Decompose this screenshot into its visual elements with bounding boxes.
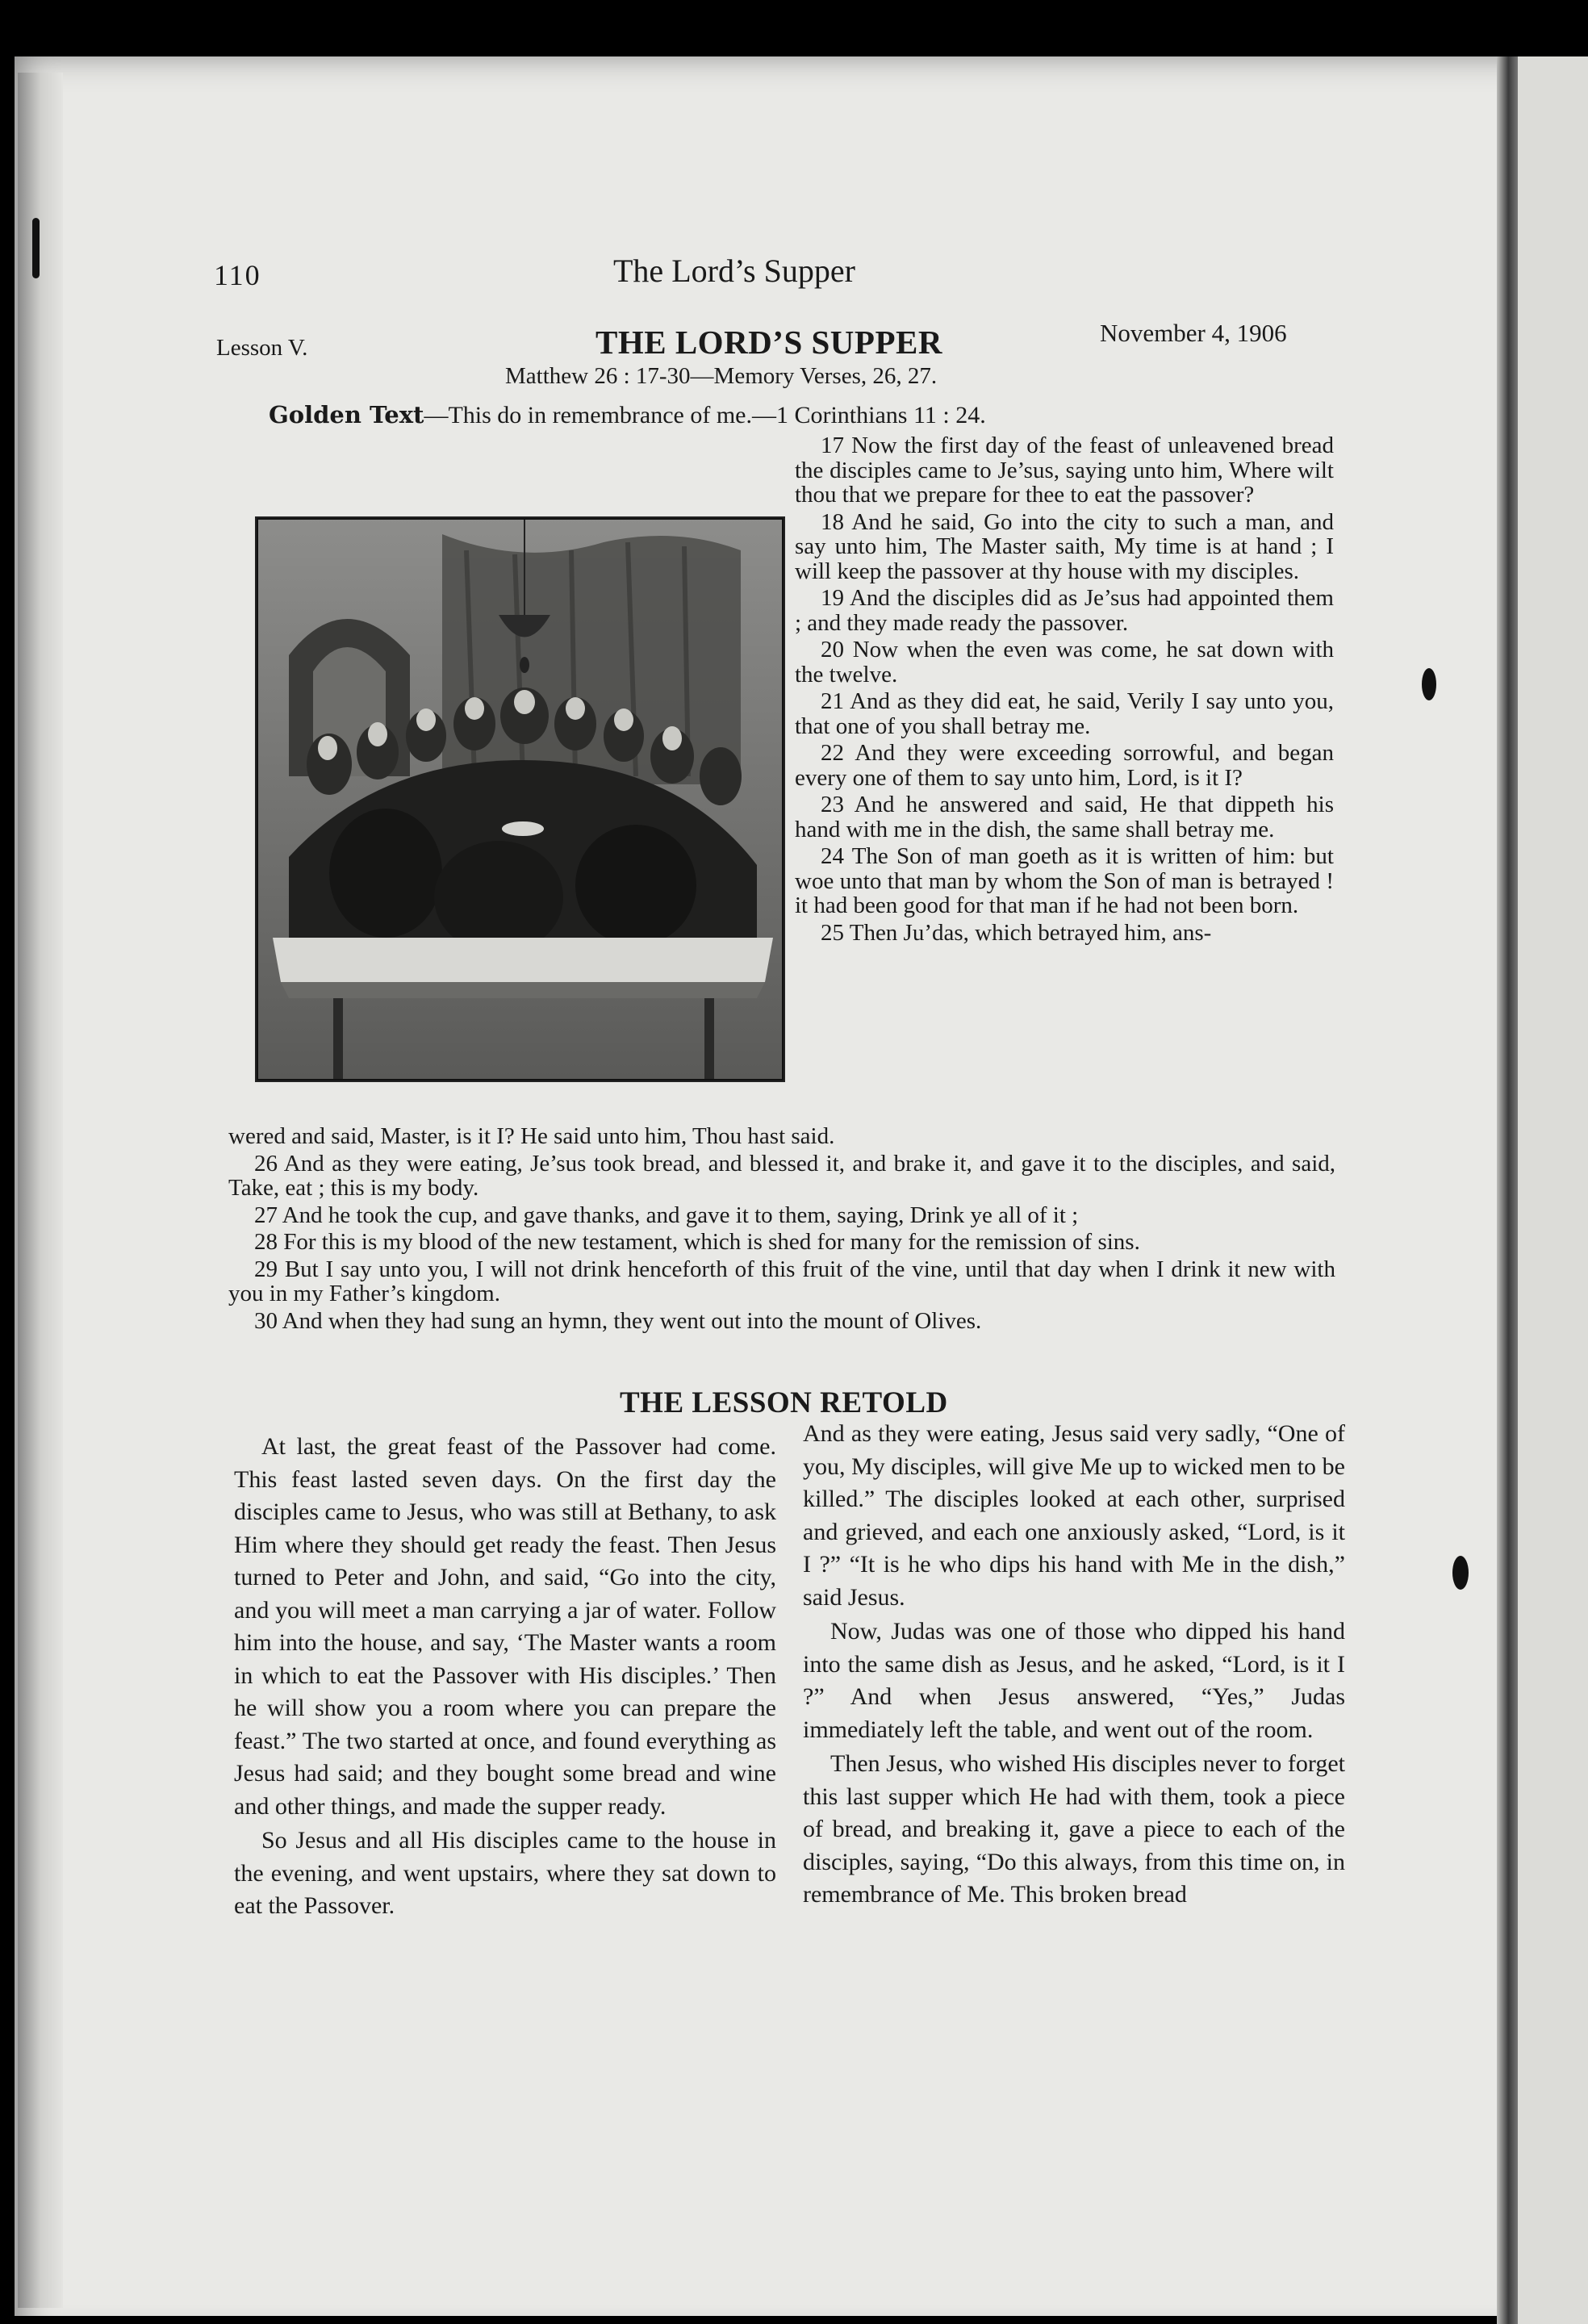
golden-text xyxy=(269,401,986,429)
lesson-date: November 4, 1906 xyxy=(1100,319,1287,347)
scripture-verses-column xyxy=(795,433,1334,947)
page-gutter xyxy=(18,73,63,2308)
lesson-retold-heading: THE LESSON RETOLD xyxy=(620,1386,948,1419)
last-supper-illustration xyxy=(255,516,785,1082)
binding-hole xyxy=(1422,668,1436,700)
lesson-number: Lesson V. xyxy=(216,335,308,361)
page-number: 110 xyxy=(214,259,261,291)
retold-paragraph: Now, Judas was one of those who dipped his hand into the same dish as Jesus, and he asked, “Lord, is it I ?” And when Jesus answered, “Yes,” Judas immediately left the table, and went out of the room. xyxy=(803,1618,1345,1743)
golden-text-label: Golden Text xyxy=(269,401,424,428)
verse-27: 27 And he took the cup, and gave thanks, and gave it to them, saying, Drink ye all of it ; xyxy=(254,1202,1079,1228)
lesson-title: THE LORD’S SUPPER xyxy=(596,324,942,361)
retold-paragraph: And as they were eating, Jesus said very sadly, “One of you, My disciples, will give Me up to wicked men to be killed.” The disciples looked at each other, surprised and grieved, and each one anxiously asked, “Lord, is it I ?” “It is he who dips his hand with Me in the dish,” said Jesus. xyxy=(803,1420,1345,1611)
last-supper-engraving xyxy=(257,518,784,1080)
verse-22: 22 And they were exceeding sorrowful, and began every one of them to say unto him, Lord, is it I? xyxy=(795,740,1334,791)
golden-text-body: —This do in remembrance of me.—1 Corinthians 11 : 24. xyxy=(424,402,986,428)
retold-right-column xyxy=(803,1418,1345,1913)
verse-25: 25 Then Ju’das, which betrayed him, ans- xyxy=(821,919,1212,946)
verse-20: 20 Now when the even was come, he sat down with the twelve. xyxy=(795,637,1334,688)
verse-30: 30 And when they had sung an hymn, they went out into the mount of Olives. xyxy=(254,1307,982,1334)
verse-29: 29 But I say unto you, I will not drink henceforth of this fruit of the vine, until that day when I drink it new with you in my Father’s kingdom. xyxy=(228,1256,1335,1306)
verse-26: 26 And as they were eating, Je’sus took bread, and blessed it, and brake it, and gave it to the disciples, and said, Take, eat ; this is my body. xyxy=(228,1150,1335,1201)
verse-21: 21 And as they did eat, he said, Verily I say unto you, that one of you shall betray me. xyxy=(795,688,1334,739)
retold-paragraph: Then Jesus, who wished His disciples never to forget this last supper which He had with them, took a piece of bread, and breaking it, gave a piece to each of the disciples, saying, “Do this always, from this time on, in remembrance of Me. This broken bread xyxy=(803,1750,1345,1908)
verse-19: 19 And the disciples did as Je’sus had appointed them ; and they made ready the passover. xyxy=(795,585,1334,636)
verse-23: 23 And he answered and said, He that dippeth his hand with me in the dish, the same shall betray me. xyxy=(795,792,1334,842)
verse-24: 24 The Son of man goeth as it is written of him: but woe unto that man by whom the Son of man is betrayed ! it had been good for that man if he had not been born. xyxy=(795,843,1334,918)
running-header: The Lord’s Supper xyxy=(613,253,855,289)
retold-paragraph: So Jesus and all His disciples came to the house in the evening, and went upstairs, where they sat down to eat the Passover. xyxy=(234,1827,776,1919)
verse-17: 17 Now the first day of the feast of unleavened bread the disciples came to Je’sus, saying unto him, Where wilt thou that we prepare for thee to eat the passover? xyxy=(795,433,1334,508)
scripture-verses-full-width xyxy=(228,1124,1335,1335)
verse-18: 18 And he said, Go into the city to such a man, and say unto him, The Master saith, My time is at hand ; I will keep the passover at thy house with my disciples. xyxy=(795,508,1334,584)
verse-25-continued: wered and said, Master, is it I? He said unto him, Thou hast said. xyxy=(228,1123,835,1149)
verse-28: 28 For this is my blood of the new testament, which is shed for many for the remission of sins. xyxy=(254,1229,1140,1255)
binding-hole xyxy=(1452,1556,1469,1590)
retold-left-column xyxy=(234,1431,776,1925)
margin-mark xyxy=(32,218,40,278)
scripture-reference: Matthew 26 : 17-30—Memory Verses, 26, 27. xyxy=(505,363,938,389)
retold-paragraph: At last, the great feast of the Passover had come. This feast lasted seven days. On the first day the disciples came to Jesus, who was still at Bethany, to ask Him where they should get ready the feast. Then Jesus turned to Peter and John, and said, “Go into the city, and you will meet a man carrying a jar of water. Follow him into the house, and say, ‘The Master wants a room in which to eat the Passover with His disciples.’ Then he will show you a room where you can prepare the feast.” The two started at once, and found everything as Jesus had said; and they bought some bread and wine and other things, and made the supper ready. xyxy=(234,1433,776,1820)
page-edge-shadow xyxy=(1497,56,1518,2324)
next-page-edge xyxy=(1518,56,1588,2324)
